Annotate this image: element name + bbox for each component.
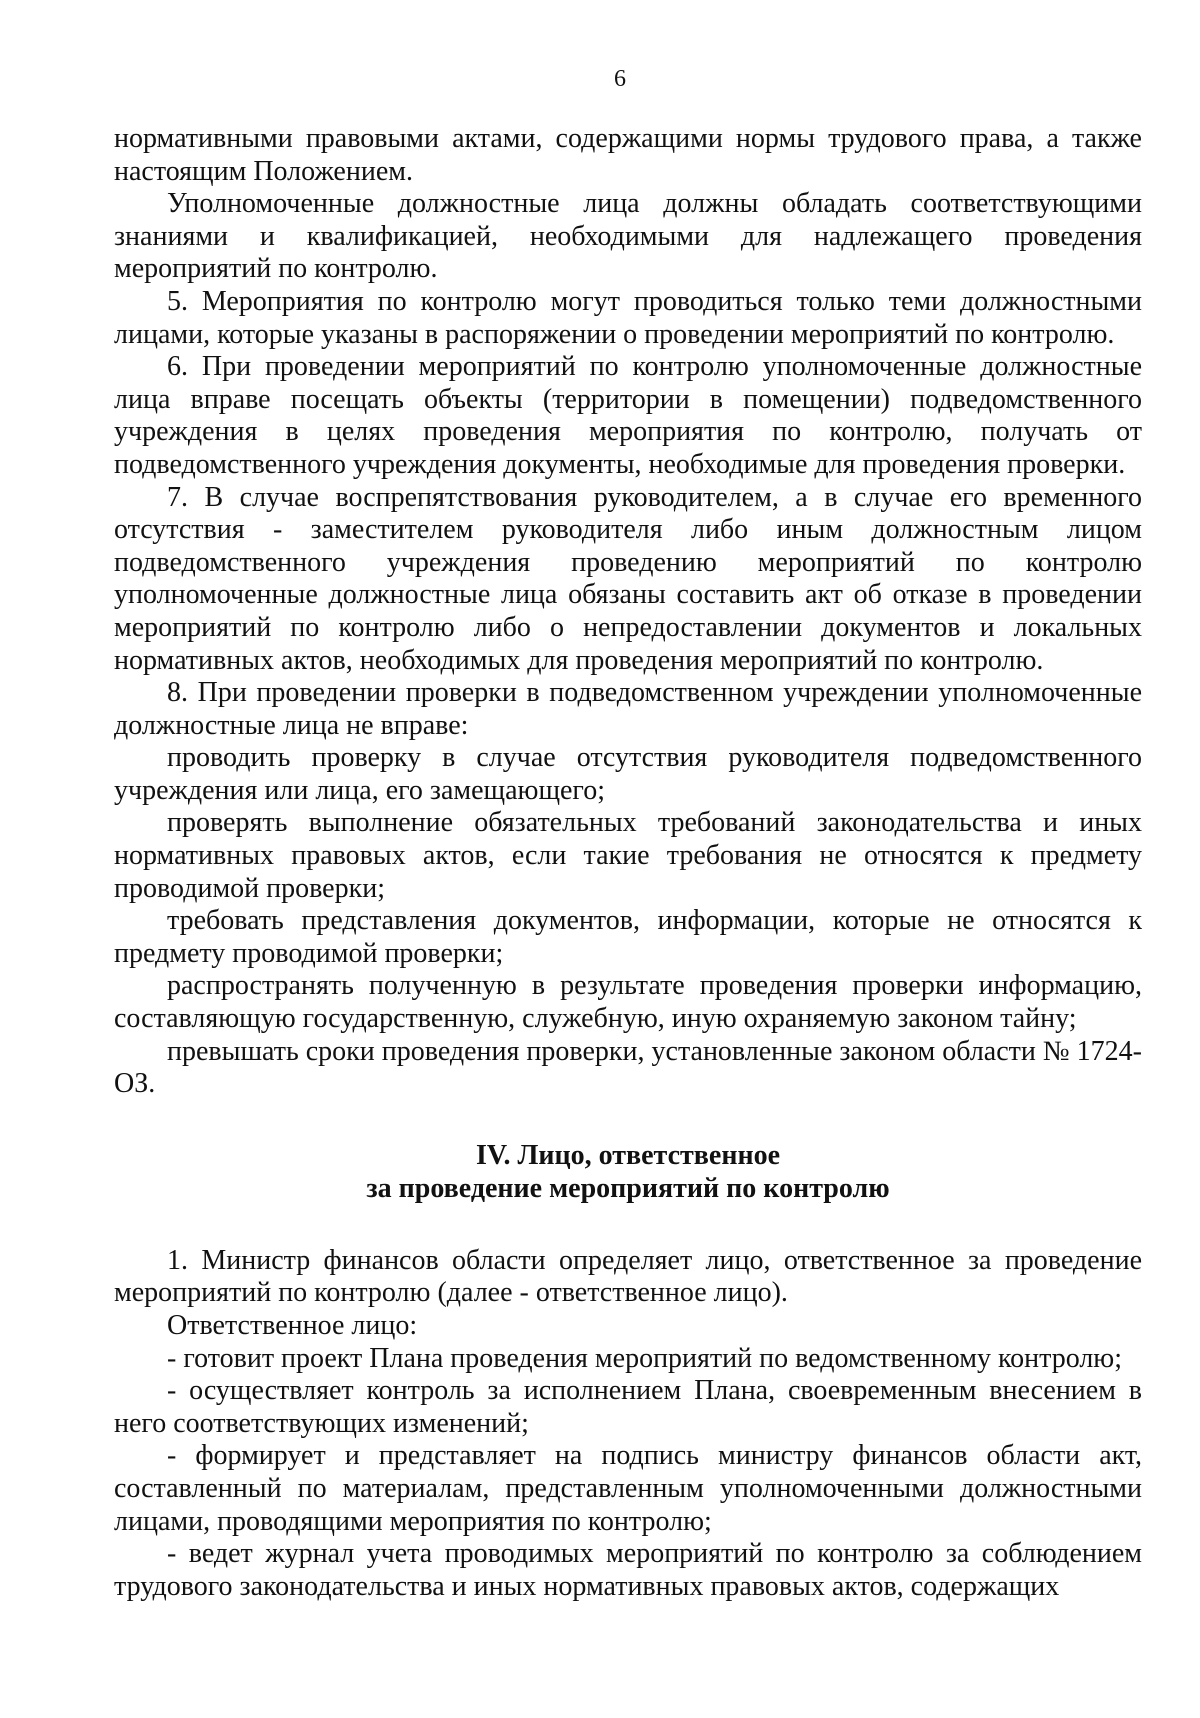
list-item-plan-draft: - готовит проект Плана проведения мероприятий по ведомственному контролю; <box>167 1342 1123 1374</box>
paragraph-responsible-person: Ответственное лицо: <box>167 1310 418 1341</box>
paragraph-officials-qualification: Уполномоченные должностные лица должны обладать соответствующими знаниями и квалификацией, необходимыми для надлежащего проведения мероприятий по контролю. <box>114 188 1142 285</box>
list-item-journal: - ведет журнал учета проводимых мероприятий по контролю за соблюдением трудового законодательства и иных нормативных правовых актов, содержащих <box>114 1538 1142 1602</box>
paragraph-continuation: нормативными правовыми актами, содержащими нормы трудового права, а также настоящим Положением. <box>114 123 1142 187</box>
section-heading <box>114 1139 1142 1205</box>
paragraph-section4-item-1: 1. Министр финансов области определяет лицо, ответственное за проведение мероприятий по контролю (далее - ответственное лицо). <box>114 1244 1142 1309</box>
paragraph-item-5: 5. Мероприятия по контролю могут проводиться только теми должностными лицами, которые указаны в распоряжении о проведении мероприятий по контролю. <box>114 285 1142 350</box>
section-heading-line-2: за проведение мероприятий по контролю <box>366 1172 890 1204</box>
paragraph-item-8: 8. При проведении проверки в подведомственном учреждении уполномоченные должностные лица не вправе: <box>114 677 1142 741</box>
list-item-act-forming: - формирует и представляет на подпись министру финансов области акт, составленный по материалам, представленным уполномоченными должностными лицами, проводящими мероприятия по контролю; <box>114 1440 1142 1537</box>
paragraph-prohibition-5: превышать сроки проведения проверки, установленные законом области № 1724-ОЗ. <box>114 1035 1142 1100</box>
paragraph-item-6: 6. При проведении мероприятий по контролю уполномоченные должностные лица вправе посещать объекты (территории в помещении) подведомственного учреждения в целях проведения мероприятия по контролю, получать от подведомственного учреждения документы, необходимые для проведения проверки. <box>114 351 1142 480</box>
paragraph-prohibition-1: проводить проверку в случае отсутствия руководителя подведомственного учреждения или лица, его замещающего; <box>114 742 1142 806</box>
page-number: 6 <box>614 66 626 92</box>
list-item-plan-control: - осуществляет контроль за исполнением Плана, своевременным внесением в него соответствующих изменений; <box>114 1375 1142 1439</box>
document-body <box>114 123 1142 1603</box>
section-heading-line-1: IV. Лицо, ответственное <box>475 1139 781 1171</box>
paragraph-item-7: 7. В случае воспрепятствования руководителем, а в случае его временного отсутствия - заместителем руководителя либо иным должностным лицом подведомственного учреждения проведению мероприятий по контролю уполномоченные должностные лица обязаны составить акт об отказе в проведении мероприятий по контролю либо о непредоставлении документов и локальных нормативных актов, необходимых для проведения мероприятий по контролю. <box>114 481 1142 676</box>
paragraph-prohibition-2: проверять выполнение обязательных требований законодательства и иных нормативных правовых актов, если такие требования не относятся к предмету проводимой проверки; <box>114 807 1142 904</box>
paragraph-prohibition-4: распространять полученную в результате проведения проверки информацию, составляющую государственную, служебную, иную охраняемую законом тайну; <box>114 970 1142 1035</box>
paragraph-prohibition-3: требовать представления документов, информации, которые не относятся к предмету проводимой проверки; <box>114 905 1142 969</box>
